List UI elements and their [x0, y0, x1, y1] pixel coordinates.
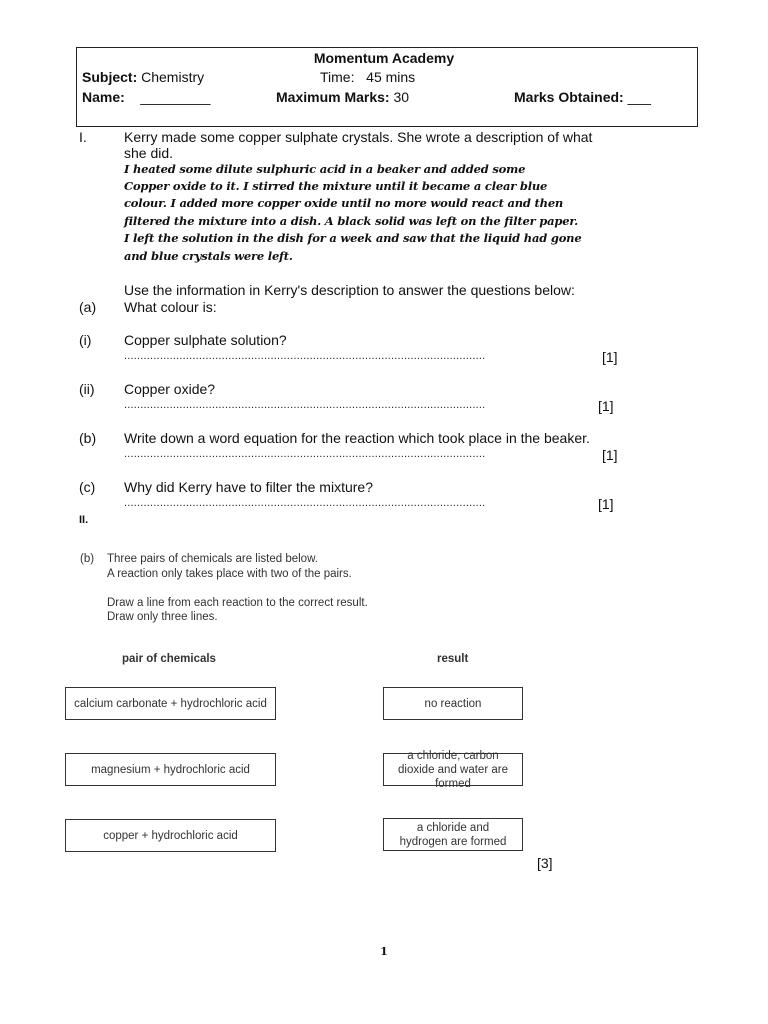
- name-blank[interactable]: _________: [140, 89, 211, 105]
- question-i-label: (i): [79, 332, 92, 348]
- section1-number: I.: [79, 129, 87, 145]
- time-value: 45 mins: [366, 69, 416, 85]
- school-name: Momentum Academy: [313, 50, 455, 66]
- result-box-1[interactable]: [383, 687, 523, 720]
- question-ii-label: (ii): [79, 381, 95, 397]
- question-c-text: Why did Kerry have to filter the mixture?: [124, 479, 373, 495]
- section2-intro-line1: Three pairs of chemicals are listed below.: [107, 553, 318, 565]
- result-box-3[interactable]: [383, 818, 523, 851]
- pair-box-2[interactable]: [65, 753, 276, 786]
- marks-obtained-blank[interactable]: ___: [627, 89, 651, 105]
- subject-value: Chemistry: [141, 69, 205, 85]
- question-ii-text: Copper oxide?: [124, 381, 216, 397]
- section1-intro-line1: Kerry made some copper sulphate crystals. She wrote a description of what: [124, 129, 593, 145]
- time-field: [320, 69, 415, 85]
- answer-line-b[interactable]: ...............................................................................................................: [124, 448, 486, 460]
- pair-text-1: calcium carbonate + hydrochloric acid: [74, 697, 267, 710]
- result-text-3: a chloride and hydrogen are formed: [399, 821, 507, 848]
- handwritten-line-3: colour. I added more copper oxide until no more would react and then: [124, 196, 564, 210]
- marks-ii: [1]: [598, 398, 614, 414]
- name-label: Name:: [82, 89, 125, 105]
- marks-c: [1]: [598, 496, 614, 512]
- marks-b: [1]: [602, 447, 618, 463]
- section1-instruction: Use the information in Kerry's description to answer the questions below:: [124, 282, 575, 298]
- result-box-2[interactable]: [383, 749, 523, 790]
- handwritten-line-5: I left the solution in the dish for a week and saw that the liquid had gone: [124, 231, 582, 245]
- page-number: 1: [380, 945, 388, 958]
- question-i-text: Copper sulphate solution?: [124, 332, 287, 348]
- marks-obtained-field: [514, 89, 651, 105]
- time-label: Time:: [320, 69, 355, 85]
- section2-number: II.: [79, 514, 89, 526]
- section2-intro-line2: A reaction only takes place with two of the pairs.: [107, 568, 352, 580]
- question-a-text: What colour is:: [124, 299, 217, 315]
- max-marks-label: Maximum Marks:: [276, 89, 390, 105]
- marks-i: [1]: [602, 349, 618, 365]
- pair-text-3: copper + hydrochloric acid: [103, 829, 238, 842]
- section2-instr-line2: Draw only three lines.: [107, 611, 218, 623]
- handwritten-line-6: and blue crystals were left.: [124, 249, 293, 263]
- result-text-1: no reaction: [424, 697, 482, 710]
- section2-marks: [3]: [537, 855, 553, 871]
- question-a-label: (a): [79, 299, 97, 315]
- handwritten-line-1: I heated some dilute sulphuric acid in a beaker and added some: [124, 162, 526, 176]
- section1-intro-line2: she did.: [124, 145, 174, 161]
- answer-line-i[interactable]: ...............................................................................................................: [124, 350, 486, 362]
- max-marks-value: 30: [393, 89, 410, 105]
- question-c-label: (c): [79, 479, 96, 495]
- question-b-label: (b): [79, 430, 97, 446]
- result-column-heading: result: [437, 653, 469, 665]
- subject-label: Subject:: [82, 69, 138, 85]
- pair-column-heading: pair of chemicals: [122, 653, 216, 665]
- handwritten-line-4: filtered the mixture into a dish. A black solid was left on the filter paper.: [124, 214, 578, 228]
- pair-box-3[interactable]: [65, 819, 276, 852]
- answer-line-ii[interactable]: ...............................................................................................................: [124, 399, 486, 411]
- subject-field: [82, 69, 204, 85]
- max-marks-field: [276, 89, 409, 105]
- pair-box-1[interactable]: [65, 687, 276, 720]
- result-text-2: a chloride, carbon dioxide and water are formed: [398, 749, 508, 790]
- handwritten-line-2: Copper oxide to it. I stirred the mixture until it became a clear blue: [124, 179, 548, 193]
- section2-label: (b): [80, 553, 95, 565]
- answer-line-c[interactable]: ...............................................................................................................: [124, 497, 486, 509]
- marks-obtained-label: Marks Obtained:: [514, 89, 624, 105]
- section2-instr-line1: Draw a line from each reaction to the correct result.: [107, 597, 368, 609]
- name-field: [82, 89, 210, 105]
- question-b-text: Write down a word equation for the reaction which took place in the beaker.: [124, 430, 590, 446]
- pair-text-2: magnesium + hydrochloric acid: [91, 763, 250, 776]
